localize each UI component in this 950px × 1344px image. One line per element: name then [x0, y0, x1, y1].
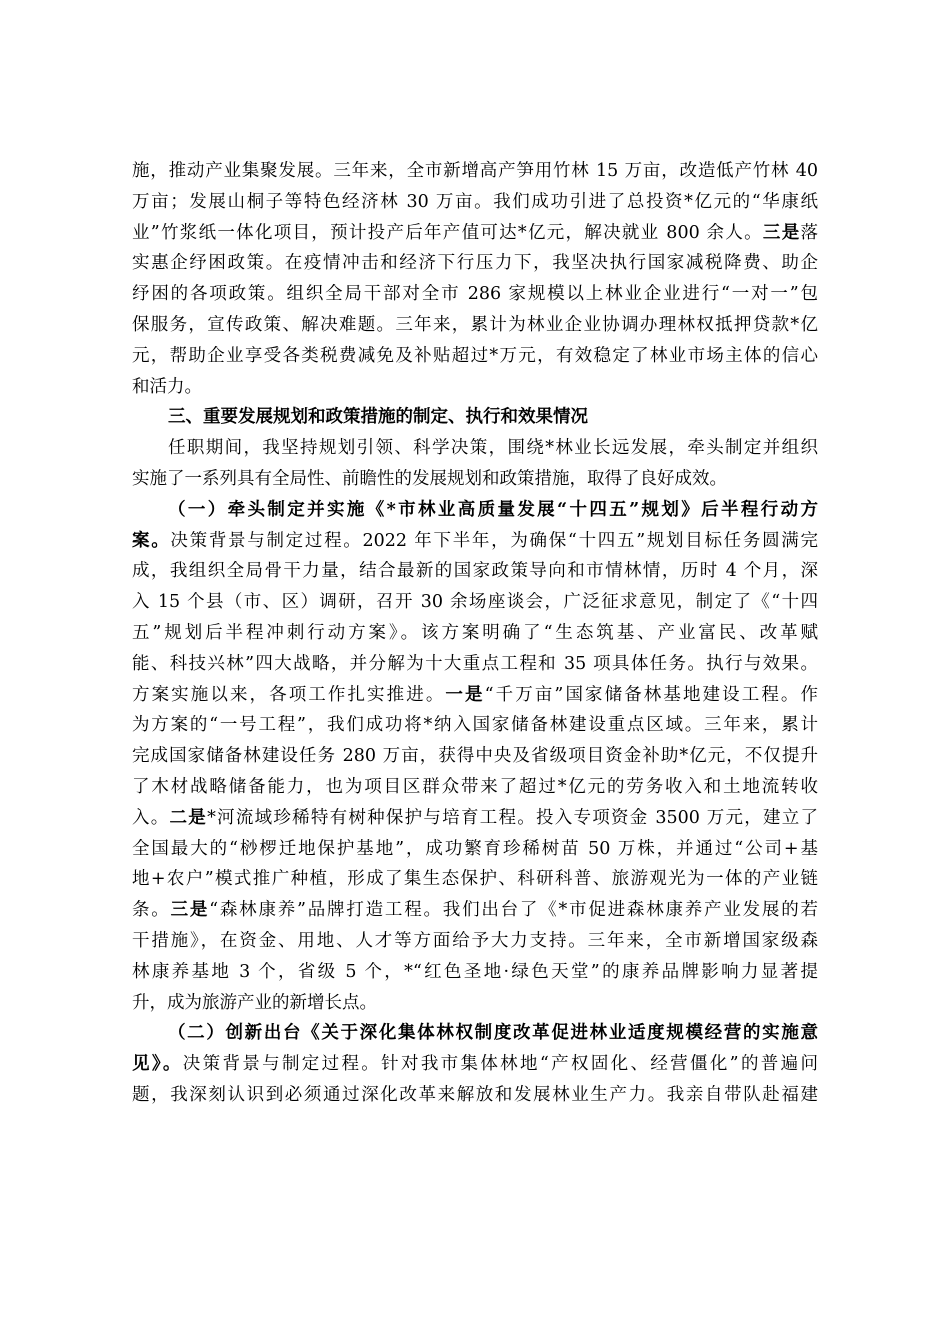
- text-line: [132, 1080, 818, 1111]
- text-line: [132, 649, 818, 680]
- text-line: [132, 710, 818, 741]
- text-run: 实惠企纾困政策。在疫情冲击和经济下行压力下，我坚决执行国家减税降费、助企: [132, 253, 818, 274]
- text-run: 万亩；发展山桐子等特色经济林 30 万亩。我们成功引进了总投资*亿元的“华康纸: [132, 191, 818, 212]
- text-line: [132, 957, 818, 988]
- text-run: 纾困的各项政策。组织全局干部对全市 286 家规模以上林业企业进行“一对一”包: [132, 284, 818, 305]
- text-run: 施，推动产业集聚发展。三年来，全市新增高产笋用竹林 15 万亩，改造低产竹林 40: [132, 161, 818, 181]
- text-run: 入 15 个县（市、区）调研，召开 30 余场座谈会，广泛征求意见，制定了《“十四: [132, 592, 818, 613]
- text-line: [132, 772, 818, 803]
- text-line: [132, 495, 818, 526]
- text-line: [132, 680, 818, 711]
- text-run: 林康养基地 3 个，省级 5 个，*“红色圣地·绿色天堂”的康养品牌影响力显著提: [132, 961, 818, 982]
- text-line: [132, 279, 818, 310]
- text-run: 条。: [132, 900, 171, 921]
- bold-text-run: 三、重要发展规划和政策措施的制定、执行和效果情况: [168, 407, 588, 428]
- text-line: [132, 988, 818, 1019]
- text-line: [132, 926, 818, 957]
- text-line: [132, 587, 818, 618]
- text-line: [132, 526, 818, 557]
- text-line: [132, 1018, 818, 1049]
- text-run: 方案实施以来，各项工作扎实推进。: [132, 684, 446, 705]
- text-run: “森林康养”品牌打造工程。我们出台了《*市促进森林康养产业发展的若: [209, 900, 818, 921]
- text-run: 为方案的“一号工程”，我们成功将*纳入国家储备林建设重点区域。三年来，累计: [132, 715, 818, 736]
- text-run: 决策背景与制定过程。2022 年下半年，为确保“十四五”规划目标任务圆满完: [170, 530, 818, 551]
- text-run: 元，帮助企业享受各类税费减免及补贴超过*万元，有效稳定了林业市场主体的信心: [132, 345, 818, 366]
- text-line: [132, 187, 818, 218]
- text-run: 五”规划后半程冲刺行动方案》。该方案明确了“生态筑基、产业富民、改革赋: [132, 622, 818, 643]
- text-run: 了木材战略储备能力，也为项目区群众带来了超过*亿元的劳务收入和土地流转收: [132, 776, 818, 797]
- bold-text-run: （二）创新出台《关于深化集体林权制度改革促进林业适度规模经营的实施意: [168, 1023, 818, 1044]
- text-line: [132, 556, 818, 587]
- text-run: 成，我组织全局骨干力量，结合最新的国家政策导向和市情林情，历时 4 个月，深: [132, 561, 818, 582]
- text-run: 入。: [132, 807, 170, 828]
- bold-text-run: 三是: [170, 900, 210, 921]
- text-run: 保服务，宣传政策、解决难题。三年来，累计为林业企业协调办理林权抵押贷款*亿: [132, 314, 818, 335]
- text-run: 业”竹浆纸一体化项目，预计投产后年产值可达*亿元，解决就业 800 余人。: [132, 222, 763, 243]
- text-line: [132, 156, 818, 187]
- text-run: 题，我深刻认识到必须通过深化改革来解放和发展林业生产力。我亲自带队赴福建: [132, 1084, 818, 1105]
- text-line: [132, 464, 818, 495]
- text-run: 和活力。: [132, 376, 202, 397]
- text-line: [132, 741, 818, 772]
- text-run: 能、科技兴林”四大战略，并分解为十大重点工程和 35 项具体任务。执行与效果。: [132, 653, 818, 674]
- text-run: 决策背景与制定过程。针对我市集体林地“产权固化、经营僵化”的普遍问: [182, 1054, 818, 1075]
- text-line: [132, 864, 818, 895]
- bold-text-run: 一是: [445, 684, 485, 705]
- text-line: [132, 1049, 818, 1080]
- text-line: [132, 310, 818, 341]
- text-line: [132, 341, 818, 372]
- text-run: 地+农户”模式推广种植，形成了集生态保护、科研科普、旅游观光为一体的产业链: [132, 869, 818, 890]
- text-run: 实施了一系列具有全局性、前瞻性的发展规划和政策措施，取得了良好成效。: [132, 468, 727, 489]
- bold-text-run: 见》。: [132, 1054, 183, 1075]
- text-line: [132, 895, 818, 926]
- text-line: [132, 618, 818, 649]
- text-line: [132, 372, 818, 403]
- text-run: 全国最大的“桫椤迁地保护基地”，成功繁育珍稀树苗 50 万株，并通过“公司+基: [132, 838, 818, 859]
- text-run: “千万亩”国家储备林基地建设工程。作: [484, 684, 818, 705]
- bold-text-run: 案。: [132, 530, 171, 551]
- text-run: 干措施》，在资金、用地、人才等方面给予大力支持。三年来，全市新增国家级森: [132, 930, 818, 951]
- text-run: 落: [800, 222, 818, 243]
- text-line: [132, 248, 818, 279]
- text-line: [132, 803, 818, 834]
- bold-text-run: （一）牵头制定并实施《*市林业高质量发展“十四五”规划》后半程行动方: [168, 499, 818, 520]
- text-run: 任职期间，我坚持规划引领、科学决策，围绕*林业长远发展，牵头制定并组织: [168, 438, 818, 459]
- text-line: [132, 402, 818, 433]
- text-line: [132, 433, 818, 464]
- text-line: [132, 834, 818, 865]
- bold-text-run: 二是: [169, 807, 208, 828]
- text-line: [132, 218, 818, 249]
- document-body: [132, 156, 818, 1111]
- text-run: *河流域珍稀特有树种保护与培育工程。投入专项资金 3500 万元，建立了: [207, 807, 818, 828]
- text-run: 完成国家储备林建设任务 280 万亩，获得中央及省级项目资金补助*亿元，不仅提升: [132, 746, 818, 767]
- text-run: 升，成为旅游产业的新增长点。: [132, 992, 377, 1013]
- bold-text-run: 三是: [762, 222, 801, 243]
